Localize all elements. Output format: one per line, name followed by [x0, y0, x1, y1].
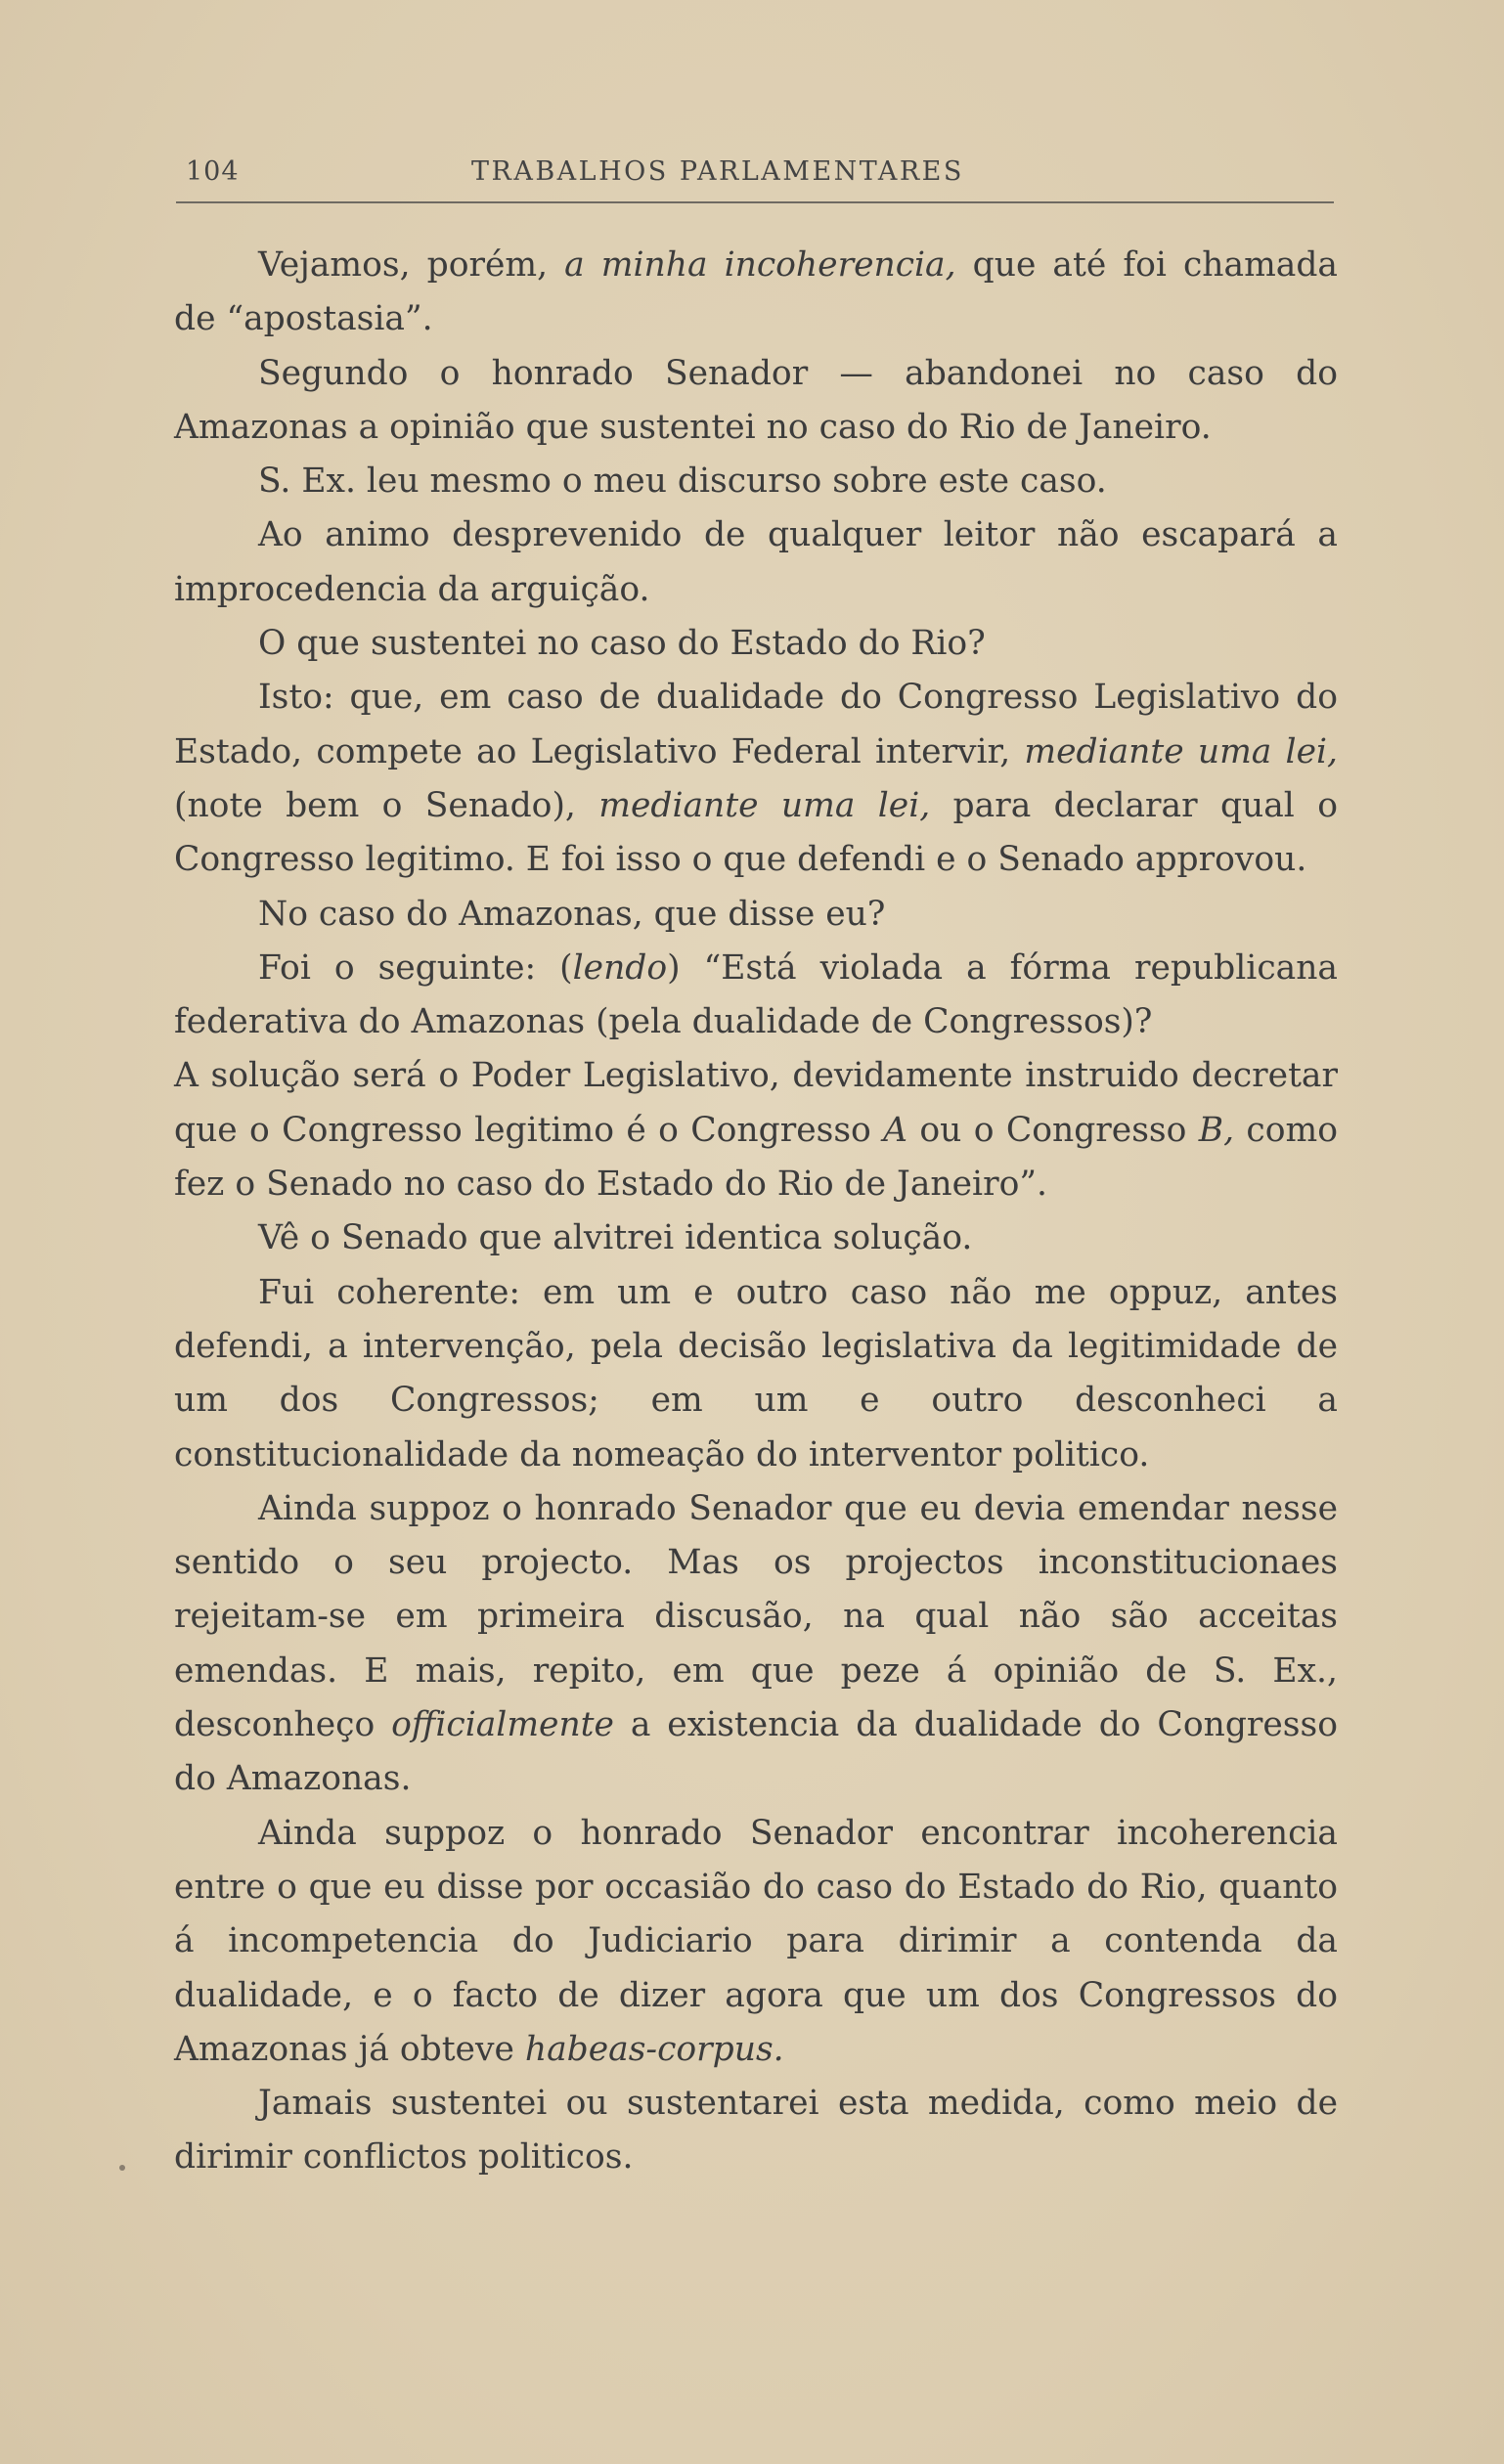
italic-text: mediante uma lei,	[1024, 731, 1338, 771]
paragraph	[174, 1211, 1338, 1265]
paragraph	[174, 455, 1338, 508]
paragraph	[174, 1482, 1338, 1807]
text-run: Vejamos, porém,	[258, 245, 565, 285]
text-run: Fui coherente: em um e outro caso não me oppuz, antes defendi, a intervenção, pela decisão legislativa da legitimidade de um dos Congressos; em um e outro desconheci a constitucionalidade da nomeação do interventor politico.	[174, 1272, 1338, 1474]
running-title: TRABALHOS PARLAMENTARES	[471, 156, 964, 187]
paragraph	[174, 1266, 1338, 1482]
header-rule	[176, 201, 1334, 203]
text-run: como fez o Senado no caso do Estado do Rio de Janeiro”.	[174, 1110, 1338, 1205]
text-run: A solução será o Poder Legislativo, devidamente instruido decretar que o Congresso legitimo é o Congresso	[174, 1056, 1338, 1150]
text-run: O que sustentei no caso do Estado do Rio?	[258, 624, 986, 664]
text-run: ou o Congresso	[907, 1110, 1199, 1150]
paragraph	[174, 942, 1338, 1050]
italic-text: mediante uma lei,	[598, 785, 931, 825]
text-run: a existencia da dualidade do Congresso do Amazonas.	[174, 1705, 1338, 1799]
italic-text: habeas-corpus.	[524, 2029, 784, 2069]
paragraph	[174, 671, 1338, 887]
text-run: para declarar qual o Congresso legitimo. E foi isso o que defendi e o Senado approvou.	[174, 785, 1338, 880]
paragraph	[174, 2077, 1338, 2185]
paragraph	[174, 888, 1338, 942]
text-run: Segundo o honrado Senador — abandonei no caso do Amazonas a opinião que sustentei no caso do Rio de Janeiro.	[174, 353, 1338, 447]
italic-text: officialmente	[391, 1705, 614, 1745]
page-number: 104	[186, 156, 240, 187]
paragraph	[174, 347, 1338, 456]
text-run: Ainda suppoz o honrado Senador que eu devia emendar nesse sentido o seu projecto. Mas os projectos inconstitucionaes rejeitam-se em primeira discusão, na qual não são acceitas emendas. E mais, repito, em que peze á opinião de S. Ex., desconheço	[174, 1488, 1338, 1745]
text-run: S. Ex. leu mesmo o meu discurso sobre este caso.	[258, 462, 1107, 502]
text-run: que até foi chamada de “apostasia”.	[174, 245, 1339, 339]
paragraph	[174, 1049, 1338, 1211]
text-run: Foi o seguinte: (	[258, 947, 573, 988]
text-run: (note bem o Senado),	[174, 785, 599, 825]
page-header	[186, 156, 1330, 196]
text-run: ) “Está violada a fórma republicana federativa do Amazonas (pela dualidade de Congressos)?	[174, 947, 1338, 1042]
paragraph	[174, 508, 1338, 617]
italic-text: a minha incoherencia,	[564, 245, 956, 285]
text-run: Vê o Senado que alvitrei identica solução.	[258, 1218, 973, 1258]
text-run: Isto: que, em caso de dualidade do Congresso Legislativo do Estado, compete ao Legislativo Federal intervir,	[174, 678, 1338, 771]
paragraph	[174, 617, 1338, 671]
text-run: Ainda suppoz o honrado Senador encontrar incoherencia entre o que eu disse por occasião do caso do Estado do Rio, quanto á incompetencia do Judiciario para dirimir a contenda da dualidade, e o facto de dizer agora que um dos Congressos do Amazonas já obteve	[174, 1813, 1338, 2069]
italic-text: A	[883, 1110, 908, 1150]
text-run: Ao animo desprevenido de qualquer leitor não escapará a improcedencia da arguição.	[174, 515, 1338, 609]
body-text	[174, 239, 1338, 2185]
paragraph	[174, 239, 1338, 347]
margin-speck	[119, 2165, 125, 2171]
text-run: No caso do Amazonas, que disse eu?	[258, 894, 886, 934]
text-run: Jamais sustentei ou sustentarei esta medida, como meio de dirimir conflictos politicos.	[174, 2084, 1338, 2178]
paragraph	[174, 1807, 1338, 2077]
italic-text: B,	[1198, 1110, 1235, 1150]
italic-text: lendo	[572, 947, 668, 988]
